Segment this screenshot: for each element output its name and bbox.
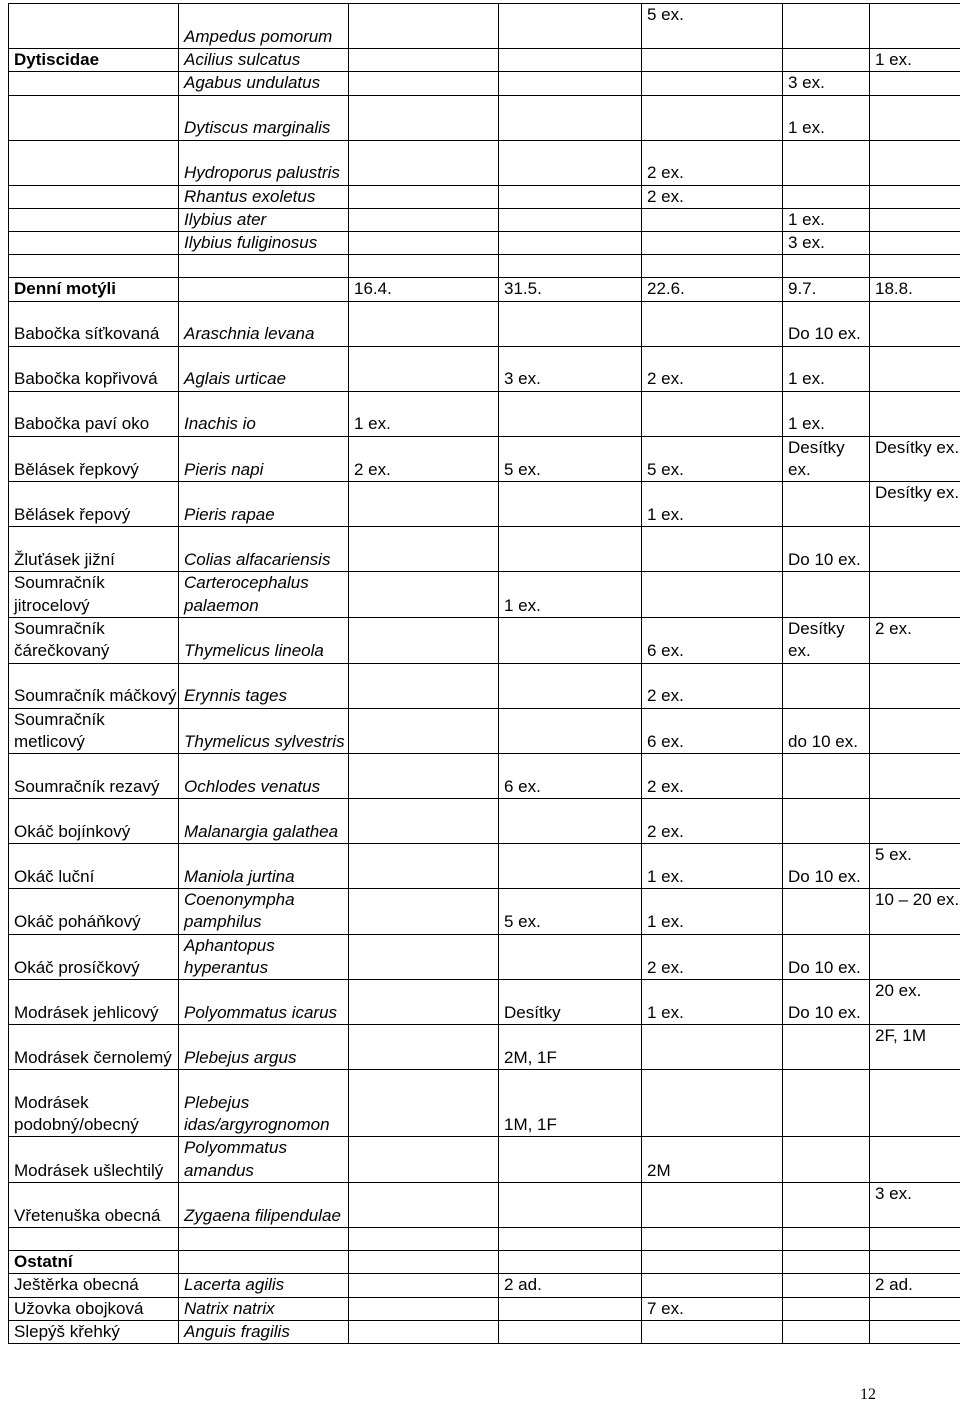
spacer-cell [642,255,783,278]
spacer-row [9,255,960,278]
table-cell [499,232,642,255]
table-cell [349,72,499,95]
czech-name: Modrásek ušlechtilý [9,1137,179,1183]
latin-name: Anguis fragilis [179,1320,349,1343]
latin-name: Erynnis tages [179,663,349,708]
count-cell: 2M [642,1137,783,1183]
table-cell [870,95,960,140]
table-cell [349,1070,499,1137]
spacer-cell [499,1227,642,1250]
table-row [9,1320,960,1343]
count-cell: Desítky ex. [870,482,960,527]
czech-name: Soumračník jitrocelový [9,572,179,618]
count-cell: 7 ex. [642,1297,783,1320]
table-cell [783,1320,870,1343]
table-cell [349,1025,499,1070]
spacer-cell [870,1227,960,1250]
table-cell [499,799,642,844]
spacer-cell [349,1227,499,1250]
family-cell [9,208,179,231]
czech-name: Ještěrka obecná [9,1274,179,1297]
czech-name: Modrásek jehlicový [9,980,179,1025]
species-latin: Ampedus pomorum [179,4,349,49]
table-cell [870,1137,960,1183]
table-cell [783,1274,870,1297]
table-row [9,1297,960,1320]
count-cell: 1 ex. [870,49,960,72]
table-cell [642,1182,783,1227]
czech-name: Babočka síťkovaná [9,301,179,346]
table-row [9,572,960,618]
table-cell [783,1297,870,1320]
table-cell [783,754,870,799]
page-number: 12 [860,1386,876,1404]
date-header: 9.7. [783,278,870,301]
czech-name: Okáč bojínkový [9,799,179,844]
section-header: Ostatní [9,1250,179,1273]
count-cell: Do 10 ex. [783,527,870,572]
count-cell: 2 ex. [642,185,783,208]
table-cell [349,708,499,754]
count-cell: 3 ex. [783,232,870,255]
count-cell: 1 ex. [783,208,870,231]
spacer-cell [870,255,960,278]
table-cell [349,663,499,708]
table-cell [349,49,499,72]
table-cell [499,708,642,754]
table-cell [783,140,870,185]
table-cell [870,663,960,708]
table-cell [642,1025,783,1070]
table-cell [349,889,499,935]
species-latin: Ilybius fuliginosus [179,232,349,255]
czech-name: Slepýš křehký [9,1320,179,1343]
table-row [9,95,960,140]
table-row [9,208,960,231]
count-cell: 2 ad. [870,1274,960,1297]
count-cell: 2 ex. [642,140,783,185]
table-cell [642,232,783,255]
family-cell [9,140,179,185]
count-cell: 3 ex. [499,346,642,391]
spacer-cell [783,255,870,278]
table-cell [783,185,870,208]
table-cell [783,799,870,844]
latin-name: Thymelicus sylvestris [179,708,349,754]
count-cell: 20 ex. [870,980,960,1025]
header-row [9,1250,960,1273]
table-row [9,527,960,572]
count-cell: 5 ex. [642,4,783,49]
latin-name: Aglais urticae [179,346,349,391]
latin-name: Aphantopus hyperantus [179,934,349,980]
count-cell: 2 ex. [642,799,783,844]
latin-name: Colias alfacariensis [179,527,349,572]
table-cell [783,482,870,527]
table-cell [349,1182,499,1227]
czech-name: Bělásek řepkový [9,436,179,482]
table-row [9,617,960,663]
table-row [9,232,960,255]
count-cell: 2 ex. [349,436,499,482]
table-cell [349,232,499,255]
table-row [9,72,960,95]
date-header: 16.4. [349,278,499,301]
table-row [9,140,960,185]
table-cell [783,1025,870,1070]
czech-name: Žluťásek jižní [9,527,179,572]
latin-name: Zygaena filipendulae [179,1182,349,1227]
czech-name: Babočka paví oko [9,391,179,436]
section-header: Denní motýli [9,278,179,301]
table-cell [349,980,499,1025]
table-cell [349,1320,499,1343]
table-cell [349,4,499,49]
table-cell [349,844,499,889]
table-row [9,436,960,482]
table-cell [870,934,960,980]
table-cell [349,617,499,663]
count-cell: Desítky ex. [783,617,870,663]
table-cell [349,799,499,844]
czech-name: Soumračník čárečkovaný [9,617,179,663]
table-row [9,754,960,799]
count-cell: 3 ex. [870,1182,960,1227]
count-cell: 1 ex. [783,391,870,436]
latin-name: Natrix natrix [179,1297,349,1320]
table-cell [783,4,870,49]
table-row [9,708,960,754]
table-cell [783,1137,870,1183]
count-cell: 1 ex. [642,482,783,527]
count-cell: 1 ex. [499,572,642,618]
table-cell [870,72,960,95]
table-cell [499,617,642,663]
table-cell [870,708,960,754]
table-row [9,663,960,708]
table-cell [783,49,870,72]
table-row [9,1182,960,1227]
table-cell [499,4,642,49]
table-cell [642,1250,783,1273]
table-cell [783,1182,870,1227]
count-cell: 1M, 1F [499,1070,642,1137]
date-header: 22.6. [642,278,783,301]
spacer-cell [179,255,349,278]
czech-name: Soumračník máčkový [9,663,179,708]
count-cell: 10 – 20 ex. [870,889,960,935]
czech-name: Soumračník rezavý [9,754,179,799]
latin-name: Carterocephalus palaemon [179,572,349,618]
count-cell: Desítky ex. [783,436,870,482]
header-row [9,278,960,301]
table-cell [499,1137,642,1183]
count-cell: 2F, 1M [870,1025,960,1070]
czech-name: Okáč luční [9,844,179,889]
count-cell: 2 ex. [870,617,960,663]
spacer-cell [9,1227,179,1250]
count-cell: 1 ex. [642,980,783,1025]
table-cell [349,1250,499,1273]
table-cell [349,140,499,185]
czech-name: Soumračník metlicový [9,708,179,754]
table-cell [642,1320,783,1343]
count-cell: 2M, 1F [499,1025,642,1070]
date-header: 31.5. [499,278,642,301]
spacer-cell [349,255,499,278]
table-cell [179,278,349,301]
table-cell [870,799,960,844]
table-cell [642,572,783,618]
species-latin: Rhantus exoletus [179,185,349,208]
table-row [9,1070,960,1137]
count-cell: 1 ex. [642,844,783,889]
table-cell [642,49,783,72]
count-cell: 3 ex. [783,72,870,95]
table-cell [499,1297,642,1320]
table-cell [499,844,642,889]
czech-name: Modrásek černolemý [9,1025,179,1070]
table-cell [349,301,499,346]
table-cell [179,1250,349,1273]
table-row [9,1274,960,1297]
table-cell [642,72,783,95]
table-cell [870,1320,960,1343]
table-cell [349,754,499,799]
table-cell [870,140,960,185]
latin-name: Lacerta agilis [179,1274,349,1297]
table-cell [870,754,960,799]
table-cell [870,572,960,618]
table-cell [870,346,960,391]
table-cell [642,208,783,231]
table-cell [499,1320,642,1343]
spacer-cell [783,1227,870,1250]
count-cell: Do 10 ex. [783,934,870,980]
count-cell: 1 ex. [783,346,870,391]
table-cell [349,95,499,140]
table-cell [499,140,642,185]
table-cell [870,232,960,255]
table-row [9,391,960,436]
table-cell [642,301,783,346]
latin-name: Inachis io [179,391,349,436]
count-cell: 2 ex. [642,934,783,980]
spacer-cell [642,1227,783,1250]
czech-name: Okáč prosíčkový [9,934,179,980]
table-row [9,49,960,72]
count-cell: 2 ad. [499,1274,642,1297]
latin-name: Araschnia levana [179,301,349,346]
species-table [8,3,960,1344]
latin-name: Malanargia galathea [179,799,349,844]
table-cell [349,185,499,208]
table-cell [349,1274,499,1297]
table-cell [499,208,642,231]
latin-name: Polyommatus amandus [179,1137,349,1183]
table-cell [499,49,642,72]
count-cell: 5 ex. [870,844,960,889]
table-cell [870,208,960,231]
table-row [9,889,960,935]
table-cell [499,95,642,140]
table-cell [642,1070,783,1137]
count-cell: 2 ex. [642,754,783,799]
count-cell: Do 10 ex. [783,301,870,346]
table-cell [499,663,642,708]
table-cell [642,95,783,140]
spacer-cell [179,1227,349,1250]
species-latin: Ilybius ater [179,208,349,231]
czech-name: Bělásek řepový [9,482,179,527]
table-cell [642,527,783,572]
table-cell [870,527,960,572]
spacer-cell [9,255,179,278]
date-header: 18.8. [870,278,960,301]
count-cell: 6 ex. [642,617,783,663]
count-cell: Do 10 ex. [783,844,870,889]
table-row [9,799,960,844]
table-cell [642,391,783,436]
table-cell [499,72,642,95]
table-cell [349,1297,499,1320]
family-cell [9,232,179,255]
species-latin: Hydroporus palustris [179,140,349,185]
table-cell [499,527,642,572]
family-cell [9,185,179,208]
latin-name: Plebejus argus [179,1025,349,1070]
table-cell [870,301,960,346]
count-cell: 1 ex. [642,889,783,935]
table-cell [349,572,499,618]
table-cell [349,346,499,391]
latin-name: Thymelicus lineola [179,617,349,663]
czech-name: Okáč poháňkový [9,889,179,935]
table-cell [870,4,960,49]
latin-name: Pieris napi [179,436,349,482]
table-cell [499,1250,642,1273]
latin-name: Coenonympha pamphilus [179,889,349,935]
family-name: Dytiscidae [9,49,179,72]
table-cell [349,1137,499,1183]
table-cell [499,391,642,436]
table-cell [499,301,642,346]
family-cell [9,4,179,49]
table-cell [349,208,499,231]
table-cell [349,482,499,527]
table-cell [499,185,642,208]
czech-name: Užovka obojková [9,1297,179,1320]
table-row [9,980,960,1025]
spacer-cell [499,255,642,278]
count-cell: Do 10 ex. [783,980,870,1025]
count-cell: 6 ex. [499,754,642,799]
count-cell: 1 ex. [783,95,870,140]
table-cell [349,527,499,572]
species-latin: Acilius sulcatus [179,49,349,72]
count-cell: do 10 ex. [783,708,870,754]
table-cell [870,1070,960,1137]
table-row [9,844,960,889]
count-cell: 1 ex. [349,391,499,436]
table-row [9,1137,960,1183]
count-cell: 6 ex. [642,708,783,754]
count-cell: 5 ex. [642,436,783,482]
spacer-row [9,1227,960,1250]
table-cell [783,1250,870,1273]
species-latin: Dytiscus marginalis [179,95,349,140]
table-cell [870,1297,960,1320]
count-cell: Desítky ex. [870,436,960,482]
czech-name: Babočka kopřivová [9,346,179,391]
czech-name: Modrásek podobný/obecný [9,1070,179,1137]
family-cell [9,72,179,95]
latin-name: Ochlodes venatus [179,754,349,799]
table-cell [870,185,960,208]
table-row [9,934,960,980]
latin-name: Polyommatus icarus [179,980,349,1025]
table-row [9,482,960,527]
table-cell [499,934,642,980]
table-row [9,1025,960,1070]
species-latin: Agabus undulatus [179,72,349,95]
count-cell: 5 ex. [499,889,642,935]
count-cell: 2 ex. [642,346,783,391]
table-cell [783,572,870,618]
table-cell [783,889,870,935]
table-cell [349,934,499,980]
table-cell [783,1070,870,1137]
table-cell [499,1182,642,1227]
table-cell [642,1274,783,1297]
count-cell: 5 ex. [499,436,642,482]
family-cell [9,95,179,140]
table-cell [870,391,960,436]
czech-name: Vřetenuška obecná [9,1182,179,1227]
table-row [9,4,960,49]
table-row [9,346,960,391]
table-cell [870,1250,960,1273]
count-cell: Desítky [499,980,642,1025]
table-cell [499,482,642,527]
table-row [9,301,960,346]
latin-name: Pieris rapae [179,482,349,527]
table-row [9,185,960,208]
latin-name: Maniola jurtina [179,844,349,889]
count-cell: 2 ex. [642,663,783,708]
table-cell [783,663,870,708]
latin-name: Plebejus idas/argyrognomon [179,1070,349,1137]
